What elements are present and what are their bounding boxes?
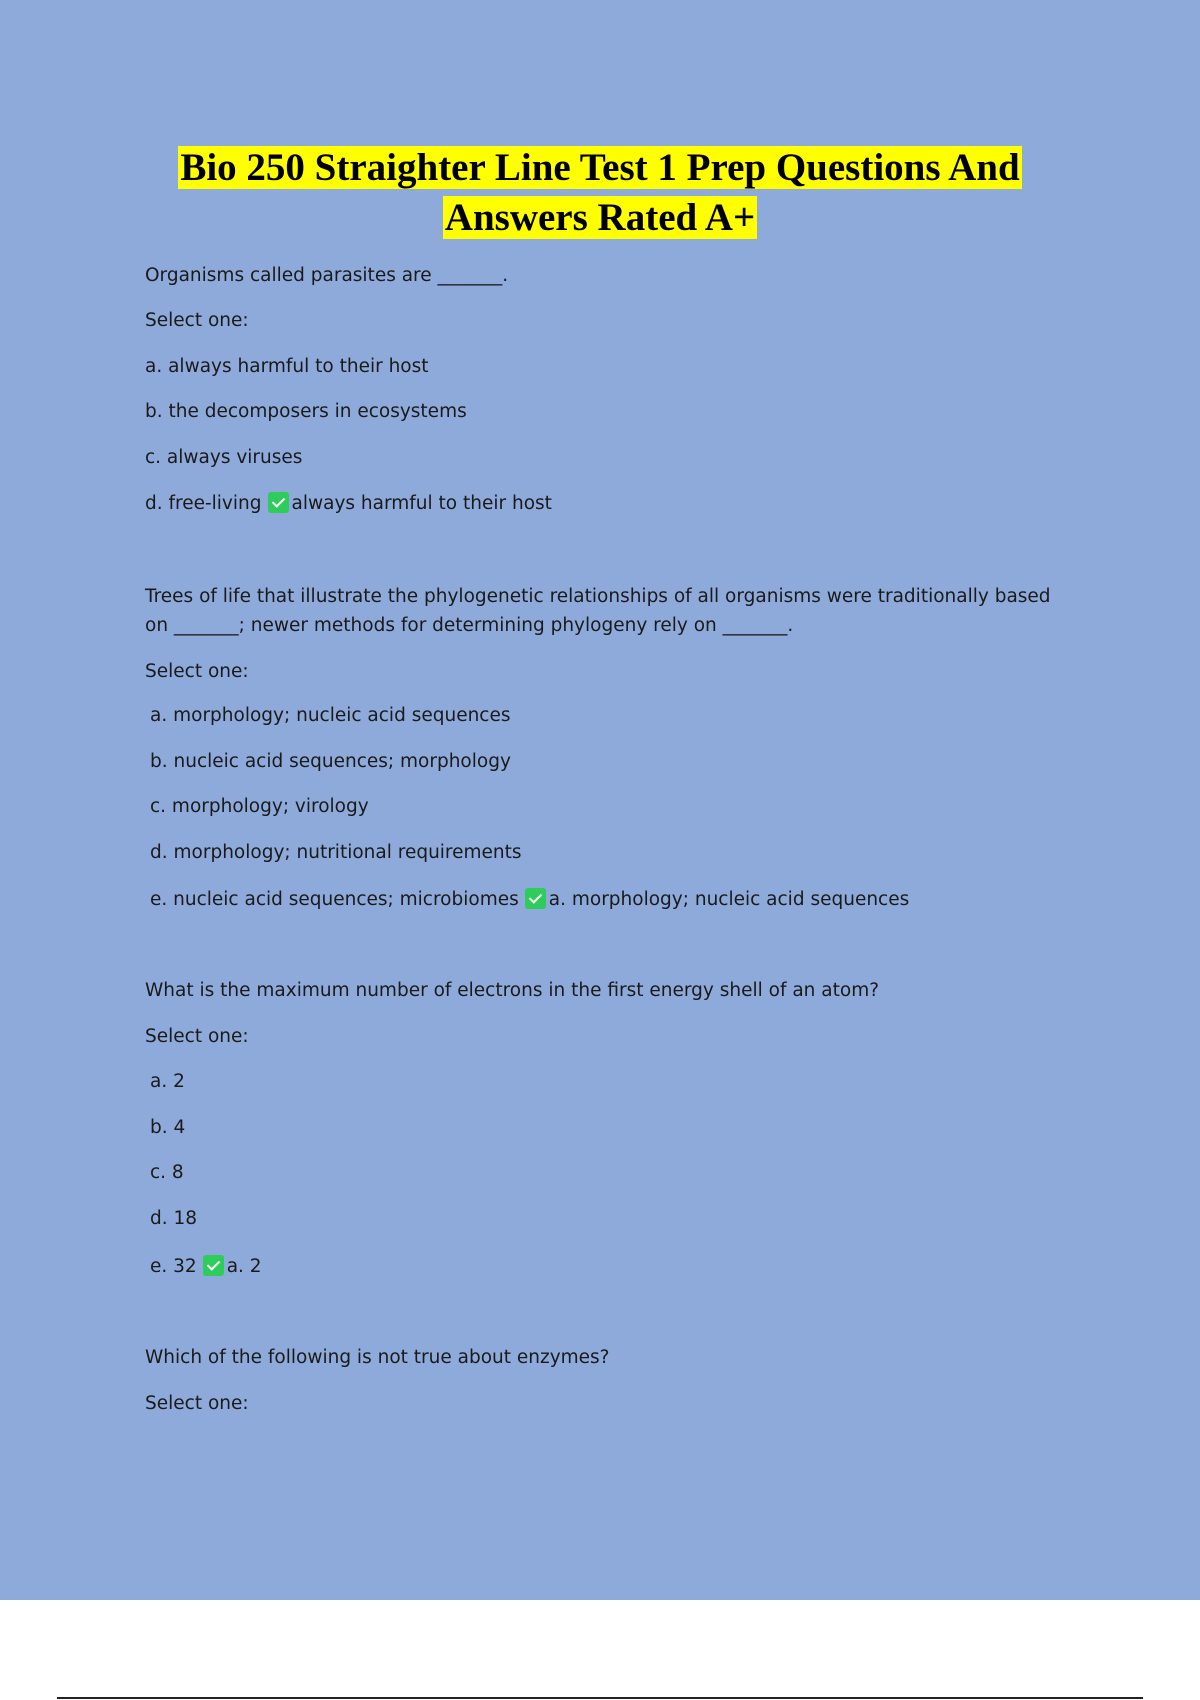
question-2-option-d: d. morphology; nutritional requirements [150, 842, 522, 863]
question-3-option-e: e. 32 [150, 1256, 197, 1277]
question-4-prompt: Which of the following is not true about enzymes? [145, 1347, 610, 1368]
question-3-select-label: Select one: [145, 1026, 249, 1047]
footer-rule [57, 1697, 1143, 1699]
question-1-select-label: Select one: [145, 310, 249, 331]
question-2-option-b: b. nucleic acid sequences; morphology [150, 751, 511, 772]
question-2-prompt: Trees of life that illustrate the phylogenetic relationships of all organisms were traditionally based on _______; newer methods for determining phylogeny rely on _______. [145, 586, 1051, 636]
question-1-prompt: Organisms called parasites are _______. [145, 265, 509, 286]
question-3-answer: a. 2 [226, 1256, 262, 1277]
question-3-option-c: c. 8 [150, 1162, 184, 1183]
question-3-answer-line [150, 1255, 262, 1279]
question-2-answer-line [150, 888, 909, 912]
question-1-option-c: c. always viruses [145, 447, 303, 468]
question-1-option-b: b. the decomposers in ecosystems [145, 401, 467, 422]
question-2-answer: a. morphology; nucleic acid sequences [548, 889, 910, 910]
question-1-answer-line [145, 492, 552, 516]
question-3-option-b: b. 4 [150, 1117, 186, 1138]
document-title [0, 143, 1200, 243]
check-icon [203, 1255, 224, 1276]
question-1-option-d: d. free-living [145, 493, 262, 514]
title-line-2: Answers Rated A+ [444, 196, 756, 239]
question-2-option-c: c. morphology; virology [150, 796, 369, 817]
check-icon [525, 888, 546, 909]
question-4-select-label: Select one: [145, 1393, 249, 1414]
question-3-prompt: What is the maximum number of electrons in the first energy shell of an atom? [145, 980, 880, 1001]
question-1-option-a: a. always harmful to their host [145, 356, 429, 377]
question-2-select-label: Select one: [145, 661, 249, 682]
question-2-option-e: e. nucleic acid sequences; microbiomes [150, 889, 519, 910]
check-icon [268, 492, 289, 513]
question-3-option-d: d. 18 [150, 1208, 198, 1229]
question-3-option-a: a. 2 [150, 1071, 185, 1092]
title-line-1: Bio 250 Straighter Line Test 1 Prep Questions And [180, 146, 1020, 189]
question-1-answer: always harmful to their host [291, 493, 552, 514]
question-2-option-a: a. morphology; nucleic acid sequences [150, 705, 511, 726]
